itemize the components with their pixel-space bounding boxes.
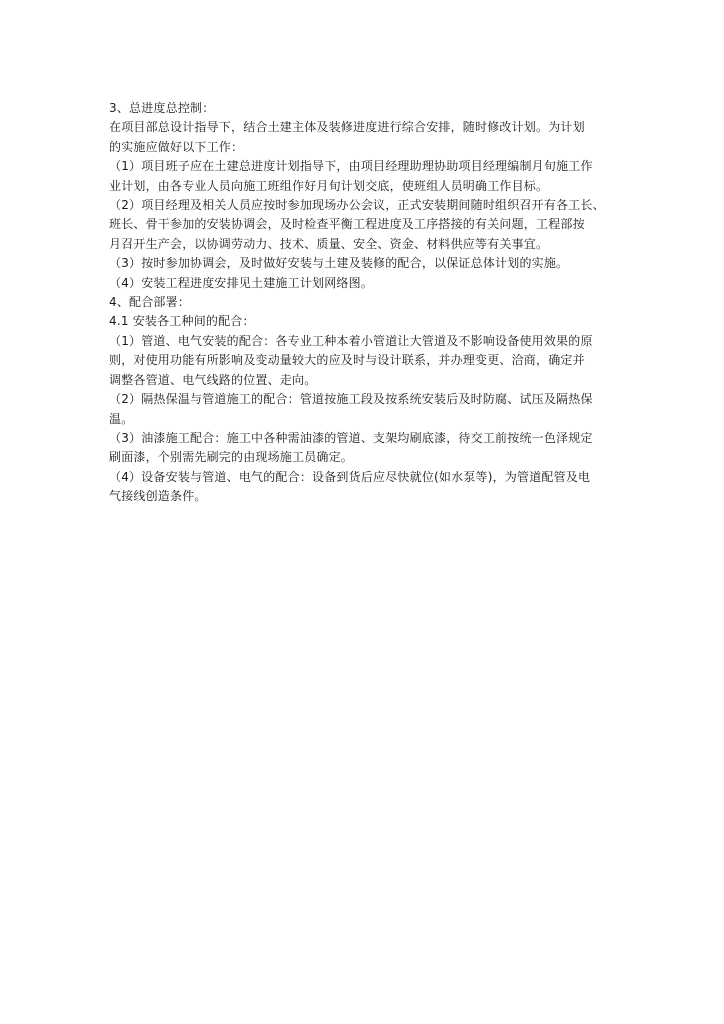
document-body [109, 99, 619, 507]
paragraph-line: 月召开生产会，以协调劳动力、技术、质量、安全、资金、材料供应等有关事宜。 [109, 236, 549, 251]
paragraph-line: 调整各管道、电气线路的位置、走向。 [109, 372, 317, 387]
paragraph-line: （4）安装工程进度安排见土建施工计划网络图。 [109, 275, 374, 290]
paragraph-line: （2）项目经理及相关人员应按时参加现场办公会议，正式安装期间随时组织召开有各工长、 [109, 198, 605, 213]
heading-coordination-deployment: 4、配合部署： [109, 295, 191, 310]
paragraph-line: 刷面漆，个别需先刷完的由现场施工员确定。 [109, 450, 354, 465]
paragraph-line: 业计划，由各专业人员向施工班组作好月旬计划交底，使班组人员明确工作目标。 [109, 178, 549, 193]
paragraph-line: （3）按时参加协调会，及时做好安装与土建及装修的配合，以保证总体计划的实施。 [109, 256, 569, 271]
paragraph-line: （1）项目班子应在土建总进度计划指导下，由项目经理助理协助项目经理编制月旬施工作 [109, 159, 593, 174]
paragraph-line: 的实施应做好以下工作： [109, 139, 244, 154]
paragraph-line: （3）油漆施工配合：施工中各种需油漆的管道、支架均刷底漆，待交工前按统一色泽规定 [109, 430, 593, 445]
paragraph-line: （4）设备安装与管道、电气的配合：设备到货后应尽快就位(如水泵等)，为管道配管及电 [109, 469, 591, 484]
paragraph-line: 温。 [109, 411, 134, 426]
paragraph-line: 则，对使用功能有所影响及变动量较大的应及时与设计联系，并办理变更、洽商，确定并 [109, 353, 585, 368]
paragraph-line: （2）隔热保温与管道施工的配合：管道按施工段及按系统安装后及时防腐、试压及隔热保 [109, 392, 593, 407]
paragraph-line: 在项目部总设计指导下，结合土建主体及装修进度进行综合安排，随时修改计划。为计划 [109, 120, 585, 135]
paragraph-line: （1）管道、电气安装的配合：各专业工种本着小管道让大管道及不影响设备使用效果的原 [109, 333, 593, 348]
heading-overall-schedule-control: 3、总进度总控制： [109, 101, 215, 115]
paragraph-line: 气接线创造条件。 [109, 489, 207, 504]
paragraph-line: 班长、骨干参加的安装协调会，及时检查平衡工程进度及工序搭接的有关问题，工程部按 [109, 217, 585, 232]
subheading-trade-coordination: 4.1 安装各工种间的配合： [109, 314, 255, 329]
